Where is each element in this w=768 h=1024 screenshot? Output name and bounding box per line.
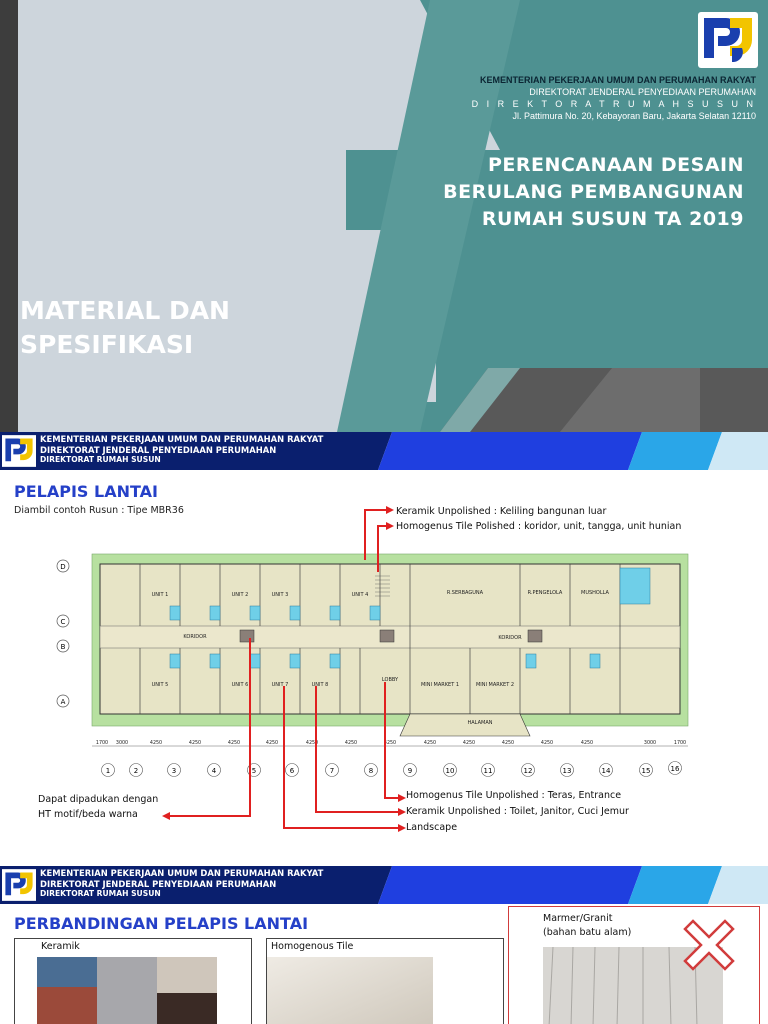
dim-6: 4250 bbox=[265, 741, 279, 746]
dim-5: 4250 bbox=[227, 741, 241, 746]
room-lobby: LOBBY bbox=[381, 677, 399, 683]
entrance-area bbox=[400, 714, 530, 736]
cover-ministry-line1: KEMENTERIAN PEKERJAAN UMUM DAN PERUMAHAN RAKYAT bbox=[479, 75, 756, 85]
room-unit-1: UNIT 1 bbox=[151, 592, 169, 598]
grid-row-a: A bbox=[60, 698, 66, 706]
col-5: 5 bbox=[251, 767, 257, 775]
room-halaman: HALAMAN bbox=[467, 720, 493, 726]
room-koridor-2: KORIDOR bbox=[498, 635, 522, 641]
dim-4: 4250 bbox=[188, 741, 202, 746]
room-unit-8: UNIT 8 bbox=[311, 682, 329, 688]
dim-9: 4250 bbox=[383, 741, 397, 746]
homogenous-tile-label: Homogenous Tile bbox=[271, 941, 354, 952]
room-serbaguna: R.SERBAGUNA bbox=[446, 590, 484, 596]
col-1: 1 bbox=[105, 767, 111, 775]
callout-homogenus-polished: Homogenus Tile Polished : koridor, unit, tangga, unit hunian bbox=[396, 521, 682, 532]
dimension-labels bbox=[96, 740, 686, 746]
cover-title-line2: BERULANG PEMBANGUNAN bbox=[443, 181, 744, 203]
slide-subtitle: Diambil contoh Rusun : Tipe MBR36 bbox=[14, 505, 184, 516]
dim-14: 4250 bbox=[580, 741, 594, 746]
header-text bbox=[40, 868, 323, 900]
ministry-logo bbox=[698, 12, 758, 68]
room-unit-3: UNIT 3 bbox=[271, 592, 289, 598]
cross-icon bbox=[677, 913, 741, 977]
cover-ministry-line3: D I R E K T O R A T R U M A H S U S U N bbox=[471, 99, 756, 109]
cover-title-line3: RUMAH SUSUN TA 2019 bbox=[481, 208, 744, 230]
dim-15: 3000 bbox=[643, 741, 657, 746]
floor-comparison-slide bbox=[0, 866, 768, 1024]
header-line1: KEMENTERIAN PEKERJAAN UMUM DAN PERUMAHAN RAKYAT bbox=[40, 868, 324, 878]
room-pengelola: R.PENGELOLA bbox=[527, 590, 563, 596]
col-6: 6 bbox=[289, 767, 295, 775]
cover-subject-line1: MATERIAL DAN bbox=[20, 296, 230, 325]
grid-row-b: B bbox=[60, 643, 66, 651]
grid-row-d: D bbox=[60, 563, 66, 571]
col-10: 10 bbox=[445, 767, 455, 775]
col-7: 7 bbox=[329, 767, 335, 775]
callout-dapat-line2: HT motif/beda warna bbox=[38, 809, 138, 820]
callout-keramik-toilet: Keramik Unpolished : Toilet, Janitor, Cuci Jemur bbox=[406, 806, 629, 817]
col-11: 11 bbox=[483, 767, 493, 775]
dim-8: 4250 bbox=[344, 741, 358, 746]
header-line3: DIREKTORAT RUMAH SUSUN bbox=[40, 455, 161, 464]
callout-landscape: Landscape bbox=[406, 822, 458, 833]
header-text bbox=[40, 434, 323, 466]
room-koridor-1: KORIDOR bbox=[183, 634, 207, 640]
col-16: 16 bbox=[670, 765, 680, 773]
dim-11: 4250 bbox=[462, 741, 476, 746]
col-4: 4 bbox=[211, 767, 217, 775]
dim-7: 4250 bbox=[305, 741, 319, 746]
header-line2: DIREKTORAT JENDERAL PENYEDIAAN PERUMAHAN bbox=[40, 878, 277, 889]
marmer-card bbox=[508, 906, 760, 1024]
cover-title bbox=[443, 152, 744, 233]
homogenous-tile-card bbox=[266, 938, 504, 1024]
dim-10: 4250 bbox=[423, 741, 437, 746]
room-unit-6: UNIT 6 bbox=[231, 682, 249, 688]
cover-ministry-line2: DIREKTORAT JENDERAL PENYEDIAAN PERUMAHAN bbox=[529, 87, 756, 97]
keramik-tiles-image bbox=[37, 957, 217, 1024]
cover-left-bar bbox=[0, 0, 18, 432]
cover-ministry-address: Jl. Pattimura No. 20, Kebayoran Baru, Jakarta Selatan 12110 bbox=[512, 111, 756, 121]
slide-title: PERBANDINGAN PELAPIS LANTAI bbox=[14, 914, 309, 933]
header-line1: KEMENTERIAN PEKERJAAN UMUM DAN PERUMAHAN RAKYAT bbox=[40, 434, 324, 444]
callout-homogenus-unpolished: Homogenus Tile Unpolished : Teras, Entrance bbox=[406, 790, 622, 801]
room-minimarket-1: MINI MARKET 1 bbox=[420, 682, 460, 688]
room-unit-2: UNIT 2 bbox=[231, 592, 249, 598]
room-unit-7: UNIT 7 bbox=[271, 682, 289, 688]
floor-plan bbox=[50, 546, 700, 796]
cover-slide bbox=[0, 0, 768, 432]
slide-title: PELAPIS LANTAI bbox=[14, 482, 158, 501]
header-logo bbox=[2, 434, 36, 468]
dim-16: 1700 bbox=[673, 741, 687, 746]
col-9: 9 bbox=[407, 767, 413, 775]
col-15: 15 bbox=[641, 767, 651, 775]
room-unit-4: UNIT 4 bbox=[351, 592, 369, 598]
marmer-label-line2: (bahan batu alam) bbox=[543, 927, 632, 938]
dim-12: 4250 bbox=[501, 741, 515, 746]
grid-row-c: C bbox=[60, 618, 66, 626]
cover-ministry-block bbox=[472, 74, 756, 122]
room-minimarket-2: MINI MARKET 2 bbox=[475, 682, 515, 688]
dim-2: 3000 bbox=[115, 741, 129, 746]
keramik-label: Keramik bbox=[41, 941, 80, 952]
slide-header bbox=[0, 432, 768, 470]
header-line2: DIREKTORAT JENDERAL PENYEDIAAN PERUMAHAN bbox=[40, 444, 277, 455]
col-14: 14 bbox=[601, 767, 611, 775]
callout-keramik-outer: Keramik Unpolished : Keliling bangunan luar bbox=[396, 506, 607, 517]
cover-subject bbox=[20, 294, 230, 362]
keramik-card bbox=[14, 938, 252, 1024]
room-unit-5: UNIT 5 bbox=[151, 682, 169, 688]
col-2: 2 bbox=[133, 767, 139, 775]
col-12: 12 bbox=[523, 767, 533, 775]
header-line3: DIREKTORAT RUMAH SUSUN bbox=[40, 889, 161, 898]
grid-column-bubbles bbox=[102, 762, 682, 777]
header-logo bbox=[2, 868, 36, 902]
callout-dapat-line1: Dapat dipadukan dengan bbox=[38, 794, 159, 805]
cover-title-line1: PERENCANAAN DESAIN bbox=[488, 154, 744, 176]
dim-3: 4250 bbox=[149, 741, 163, 746]
cover-subject-line2: SPESIFIKASI bbox=[20, 330, 194, 359]
col-13: 13 bbox=[562, 767, 572, 775]
marmer-label-line1: Marmer/Granit bbox=[543, 913, 613, 924]
room-musholla: MUSHOLLA bbox=[581, 590, 609, 596]
col-8: 8 bbox=[368, 767, 374, 775]
slide-header bbox=[0, 866, 768, 904]
dim-13: 4250 bbox=[540, 741, 554, 746]
col-3: 3 bbox=[171, 767, 177, 775]
grid-row-bubbles bbox=[57, 560, 69, 707]
dim-1: 1700 bbox=[95, 741, 109, 746]
floor-finish-slide bbox=[0, 432, 768, 838]
homogenous-tile-image bbox=[267, 957, 433, 1024]
